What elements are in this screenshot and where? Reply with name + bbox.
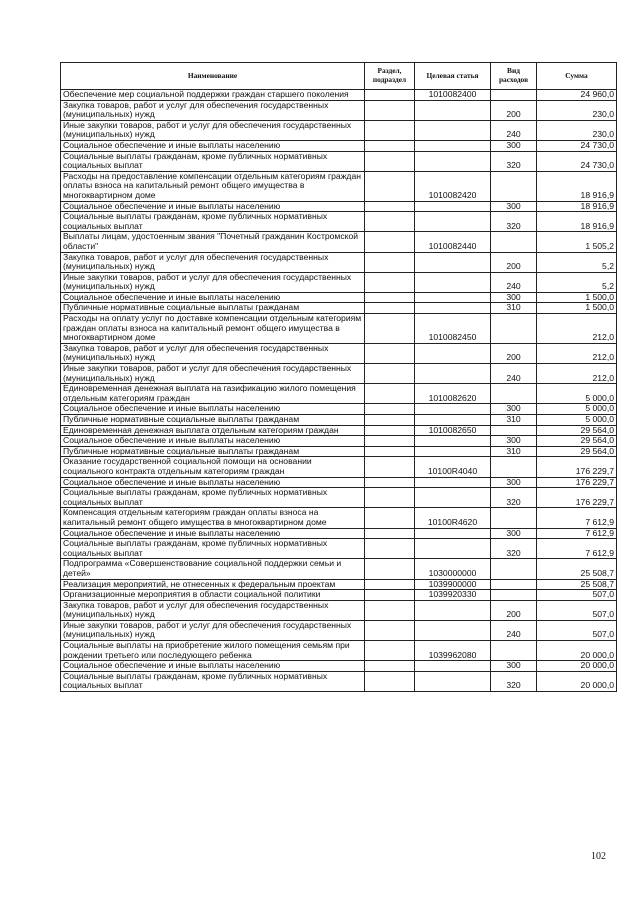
- row-target: [415, 446, 491, 457]
- row-sum: 176 229,7: [537, 457, 617, 477]
- row-target: [415, 620, 491, 640]
- row-sum: 7 612,9: [537, 508, 617, 528]
- row-target: [415, 404, 491, 415]
- row-name: Социальное обеспечение и иные выплаты населению: [61, 292, 365, 303]
- row-name: Иные закупки товаров, работ и услуг для обеспечения государственных (муниципальных) нужд: [61, 272, 365, 292]
- table-row: [61, 488, 617, 508]
- row-target: [415, 252, 491, 272]
- row-type: [491, 90, 537, 101]
- row-sum: 507,0: [537, 620, 617, 640]
- row-target: [415, 539, 491, 559]
- table-row: [61, 457, 617, 477]
- row-name: Единовременная денежная выплата отдельным категориям граждан: [61, 425, 365, 436]
- row-sum: 29 564,0: [537, 436, 617, 447]
- row-target: 1039962080: [415, 641, 491, 661]
- table-row: [61, 151, 617, 171]
- row-name: Закупка товаров, работ и услуг для обеспечения государственных (муниципальных) нужд: [61, 252, 365, 272]
- row-sum: 5 000,0: [537, 404, 617, 415]
- row-name: Социальное обеспечение и иные выплаты населению: [61, 140, 365, 151]
- table-row: [61, 100, 617, 120]
- row-target: [415, 292, 491, 303]
- row-name: Компенсация отдельным категориям граждан оплаты взноса на капитальный ремонт общего имущества в многоквартирном доме: [61, 508, 365, 528]
- row-type: 200: [491, 343, 537, 363]
- row-type: 300: [491, 292, 537, 303]
- row-name: Оказание государственной социальной помощи на основании социального контракта отдельным категориям граждан: [61, 457, 365, 477]
- row-target: 1010082400: [415, 90, 491, 101]
- row-section: [365, 425, 415, 436]
- row-target: 1039920330: [415, 590, 491, 601]
- page-number: 102: [591, 851, 606, 862]
- row-section: [365, 528, 415, 539]
- row-target: [415, 343, 491, 363]
- row-name: Публичные нормативные социальные выплаты гражданам: [61, 415, 365, 426]
- row-type: [491, 457, 537, 477]
- table-row: [61, 559, 617, 579]
- row-section: [365, 488, 415, 508]
- row-section: [365, 404, 415, 415]
- row-sum: 20 000,0: [537, 671, 617, 691]
- row-name: Социальные выплаты гражданам, кроме публичных нормативных социальных выплат: [61, 488, 365, 508]
- row-type: 300: [491, 436, 537, 447]
- row-target: [415, 661, 491, 672]
- row-name: Реализация мероприятий, не отнесенных к федеральным проектам: [61, 579, 365, 590]
- row-target: 1010082620: [415, 384, 491, 404]
- row-target: [415, 488, 491, 508]
- row-name: Расходы на предоставление компенсации отдельным категориям граждан оплаты взноса на капитальный ремонт общего имущества в многоквартирном доме: [61, 171, 365, 201]
- table-row: [61, 232, 617, 252]
- row-sum: 230,0: [537, 120, 617, 140]
- header-type: Вид расходов: [491, 63, 537, 90]
- table-row: [61, 404, 617, 415]
- row-sum: 176 229,7: [537, 488, 617, 508]
- row-type: [491, 641, 537, 661]
- table-body: [61, 90, 617, 692]
- row-name: Социальные выплаты гражданам, кроме публичных нормативных социальных выплат: [61, 539, 365, 559]
- table-row: [61, 303, 617, 314]
- row-type: [491, 384, 537, 404]
- row-name: Единовременная денежная выплата на газификацию жилого помещения отдельным категориям граждан: [61, 384, 365, 404]
- row-section: [365, 303, 415, 314]
- row-section: [365, 590, 415, 601]
- row-name: Иные закупки товаров, работ и услуг для обеспечения государственных (муниципальных) нужд: [61, 120, 365, 140]
- row-section: [365, 415, 415, 426]
- row-type: 200: [491, 600, 537, 620]
- table-row: [61, 620, 617, 640]
- row-sum: 29 564,0: [537, 446, 617, 457]
- table-row: [61, 343, 617, 363]
- header-section: Раздел, подраздел: [365, 63, 415, 90]
- table-row: [61, 539, 617, 559]
- row-type: 320: [491, 671, 537, 691]
- row-type: 300: [491, 201, 537, 212]
- row-section: [365, 201, 415, 212]
- row-name: Социальное обеспечение и иные выплаты населению: [61, 477, 365, 488]
- row-sum: 1 500,0: [537, 292, 617, 303]
- row-section: [365, 436, 415, 447]
- row-name: Социальное обеспечение и иные выплаты населению: [61, 661, 365, 672]
- row-name: Социальные выплаты гражданам, кроме публичных нормативных социальных выплат: [61, 671, 365, 691]
- row-sum: 5,2: [537, 272, 617, 292]
- table-row: [61, 477, 617, 488]
- table-row: [61, 600, 617, 620]
- row-type: 310: [491, 303, 537, 314]
- table-row: [61, 446, 617, 457]
- row-type: [491, 171, 537, 201]
- row-section: [365, 661, 415, 672]
- row-target: 1010082450: [415, 314, 491, 344]
- row-name: Закупка товаров, работ и услуг для обеспечения государственных (муниципальных) нужд: [61, 600, 365, 620]
- table-row: [61, 90, 617, 101]
- table-row: [61, 364, 617, 384]
- row-target: [415, 212, 491, 232]
- row-section: [365, 477, 415, 488]
- row-type: 300: [491, 404, 537, 415]
- row-type: [491, 232, 537, 252]
- row-sum: 25 508,7: [537, 559, 617, 579]
- row-type: 240: [491, 120, 537, 140]
- table-row: [61, 120, 617, 140]
- row-name: Иные закупки товаров, работ и услуг для обеспечения государственных (муниципальных) нужд: [61, 620, 365, 640]
- row-sum: 18 916,9: [537, 201, 617, 212]
- row-section: [365, 457, 415, 477]
- row-target: 1039900000: [415, 579, 491, 590]
- row-target: [415, 303, 491, 314]
- header-name: Наименование: [61, 63, 365, 90]
- row-target: [415, 528, 491, 539]
- row-name: Обеспечение мер социальной поддержки граждан старшего поколения: [61, 90, 365, 101]
- row-type: 320: [491, 151, 537, 171]
- row-section: [365, 671, 415, 691]
- row-target: 1030000000: [415, 559, 491, 579]
- row-target: [415, 100, 491, 120]
- row-type: 320: [491, 212, 537, 232]
- table-row: [61, 314, 617, 344]
- row-sum: 18 916,9: [537, 171, 617, 201]
- row-type: 240: [491, 364, 537, 384]
- row-section: [365, 232, 415, 252]
- row-sum: 507,0: [537, 590, 617, 601]
- row-type: [491, 579, 537, 590]
- row-sum: 20 000,0: [537, 641, 617, 661]
- row-name: Расходы на оплату услуг по доставке компенсации отдельным категориям граждан оплаты взноса на капитальный ремонт общего имущества в многоквартирном доме: [61, 314, 365, 344]
- table-row: [61, 590, 617, 601]
- row-section: [365, 252, 415, 272]
- row-section: [365, 384, 415, 404]
- row-name: Закупка товаров, работ и услуг для обеспечения государственных (муниципальных) нужд: [61, 343, 365, 363]
- row-type: 320: [491, 539, 537, 559]
- row-target: [415, 477, 491, 488]
- table-row: [61, 140, 617, 151]
- row-target: [415, 201, 491, 212]
- row-section: [365, 446, 415, 457]
- row-type: 300: [491, 528, 537, 539]
- row-type: 200: [491, 252, 537, 272]
- table-row: [61, 508, 617, 528]
- row-sum: 24 730,0: [537, 151, 617, 171]
- row-target: [415, 120, 491, 140]
- row-section: [365, 508, 415, 528]
- row-target: [415, 415, 491, 426]
- row-section: [365, 140, 415, 151]
- row-sum: 230,0: [537, 100, 617, 120]
- row-sum: 24 730,0: [537, 140, 617, 151]
- row-type: 200: [491, 100, 537, 120]
- row-section: [365, 539, 415, 559]
- table-row: [61, 212, 617, 232]
- table-row: [61, 292, 617, 303]
- row-name: Социальное обеспечение и иные выплаты населению: [61, 404, 365, 415]
- row-section: [365, 120, 415, 140]
- row-name: Социальные выплаты на приобретение жилого помещения семьям при рождении третьего или последующего ребенка: [61, 641, 365, 661]
- row-type: [491, 559, 537, 579]
- header-row: [61, 63, 617, 90]
- row-sum: 5 000,0: [537, 384, 617, 404]
- row-type: 240: [491, 272, 537, 292]
- header-target: Целевая статья: [415, 63, 491, 90]
- row-section: [365, 314, 415, 344]
- row-sum: 7 612,9: [537, 528, 617, 539]
- row-sum: 212,0: [537, 314, 617, 344]
- row-name: Организационные мероприятия в области социальной политики: [61, 590, 365, 601]
- row-target: [415, 600, 491, 620]
- row-name: Публичные нормативные социальные выплаты гражданам: [61, 303, 365, 314]
- table-row: [61, 641, 617, 661]
- row-section: [365, 559, 415, 579]
- row-type: [491, 508, 537, 528]
- row-type: [491, 590, 537, 601]
- table-row: [61, 425, 617, 436]
- row-type: 300: [491, 477, 537, 488]
- row-type: 310: [491, 446, 537, 457]
- table-row: [61, 579, 617, 590]
- table-row: [61, 528, 617, 539]
- row-section: [365, 292, 415, 303]
- row-name: Публичные нормативные социальные выплаты гражданам: [61, 446, 365, 457]
- row-type: [491, 314, 537, 344]
- row-sum: 25 508,7: [537, 579, 617, 590]
- row-name: Социальные выплаты гражданам, кроме публичных нормативных социальных выплат: [61, 212, 365, 232]
- row-target: 10100R4040: [415, 457, 491, 477]
- row-name: Иные закупки товаров, работ и услуг для обеспечения государственных (муниципальных) нужд: [61, 364, 365, 384]
- row-type: [491, 425, 537, 436]
- table-row: [61, 384, 617, 404]
- row-section: [365, 579, 415, 590]
- row-type: 240: [491, 620, 537, 640]
- row-target: 1010082420: [415, 171, 491, 201]
- row-sum: 176 229,7: [537, 477, 617, 488]
- row-target: [415, 151, 491, 171]
- row-sum: 212,0: [537, 364, 617, 384]
- row-type: 300: [491, 661, 537, 672]
- row-target: [415, 671, 491, 691]
- row-type: 320: [491, 488, 537, 508]
- row-sum: 1 505,2: [537, 232, 617, 252]
- row-sum: 5 000,0: [537, 415, 617, 426]
- table-row: [61, 201, 617, 212]
- table-row: [61, 272, 617, 292]
- row-sum: 212,0: [537, 343, 617, 363]
- row-name: Выплаты лицам, удостоенным звания "Почетный гражданин Костромской области": [61, 232, 365, 252]
- table-row: [61, 436, 617, 447]
- row-name: Социальное обеспечение и иные выплаты населению: [61, 201, 365, 212]
- row-section: [365, 343, 415, 363]
- header-sum: Сумма: [537, 63, 617, 90]
- row-name: Социальное обеспечение и иные выплаты населению: [61, 436, 365, 447]
- row-target: [415, 140, 491, 151]
- row-sum: 20 000,0: [537, 661, 617, 672]
- row-type: 300: [491, 140, 537, 151]
- row-sum: 507,0: [537, 600, 617, 620]
- row-target: [415, 364, 491, 384]
- row-section: [365, 151, 415, 171]
- table-row: [61, 671, 617, 691]
- table-row: [61, 415, 617, 426]
- row-section: [365, 620, 415, 640]
- row-name: Социальные выплаты гражданам, кроме публичных нормативных социальных выплат: [61, 151, 365, 171]
- row-sum: 1 500,0: [537, 303, 617, 314]
- table-row: [61, 661, 617, 672]
- row-section: [365, 100, 415, 120]
- row-name: Закупка товаров, работ и услуг для обеспечения государственных (муниципальных) нужд: [61, 100, 365, 120]
- row-sum: 29 564,0: [537, 425, 617, 436]
- row-name: Социальное обеспечение и иные выплаты населению: [61, 528, 365, 539]
- row-section: [365, 212, 415, 232]
- row-sum: 7 612,9: [537, 539, 617, 559]
- row-target: 10100R4620: [415, 508, 491, 528]
- table-header: [61, 63, 617, 90]
- row-name: Подпрограмма «Совершенствование социальной поддержки семьи и детей»: [61, 559, 365, 579]
- row-section: [365, 171, 415, 201]
- table-row: [61, 171, 617, 201]
- row-target: 1010082440: [415, 232, 491, 252]
- row-target: [415, 272, 491, 292]
- row-section: [365, 600, 415, 620]
- row-target: [415, 436, 491, 447]
- row-section: [365, 90, 415, 101]
- row-section: [365, 364, 415, 384]
- row-sum: 18 916,9: [537, 212, 617, 232]
- table-row: [61, 252, 617, 272]
- row-target: 1010082650: [415, 425, 491, 436]
- row-type: 310: [491, 415, 537, 426]
- row-section: [365, 272, 415, 292]
- budget-table: [60, 62, 617, 692]
- row-sum: 24 960,0: [537, 90, 617, 101]
- row-section: [365, 641, 415, 661]
- row-sum: 5,2: [537, 252, 617, 272]
